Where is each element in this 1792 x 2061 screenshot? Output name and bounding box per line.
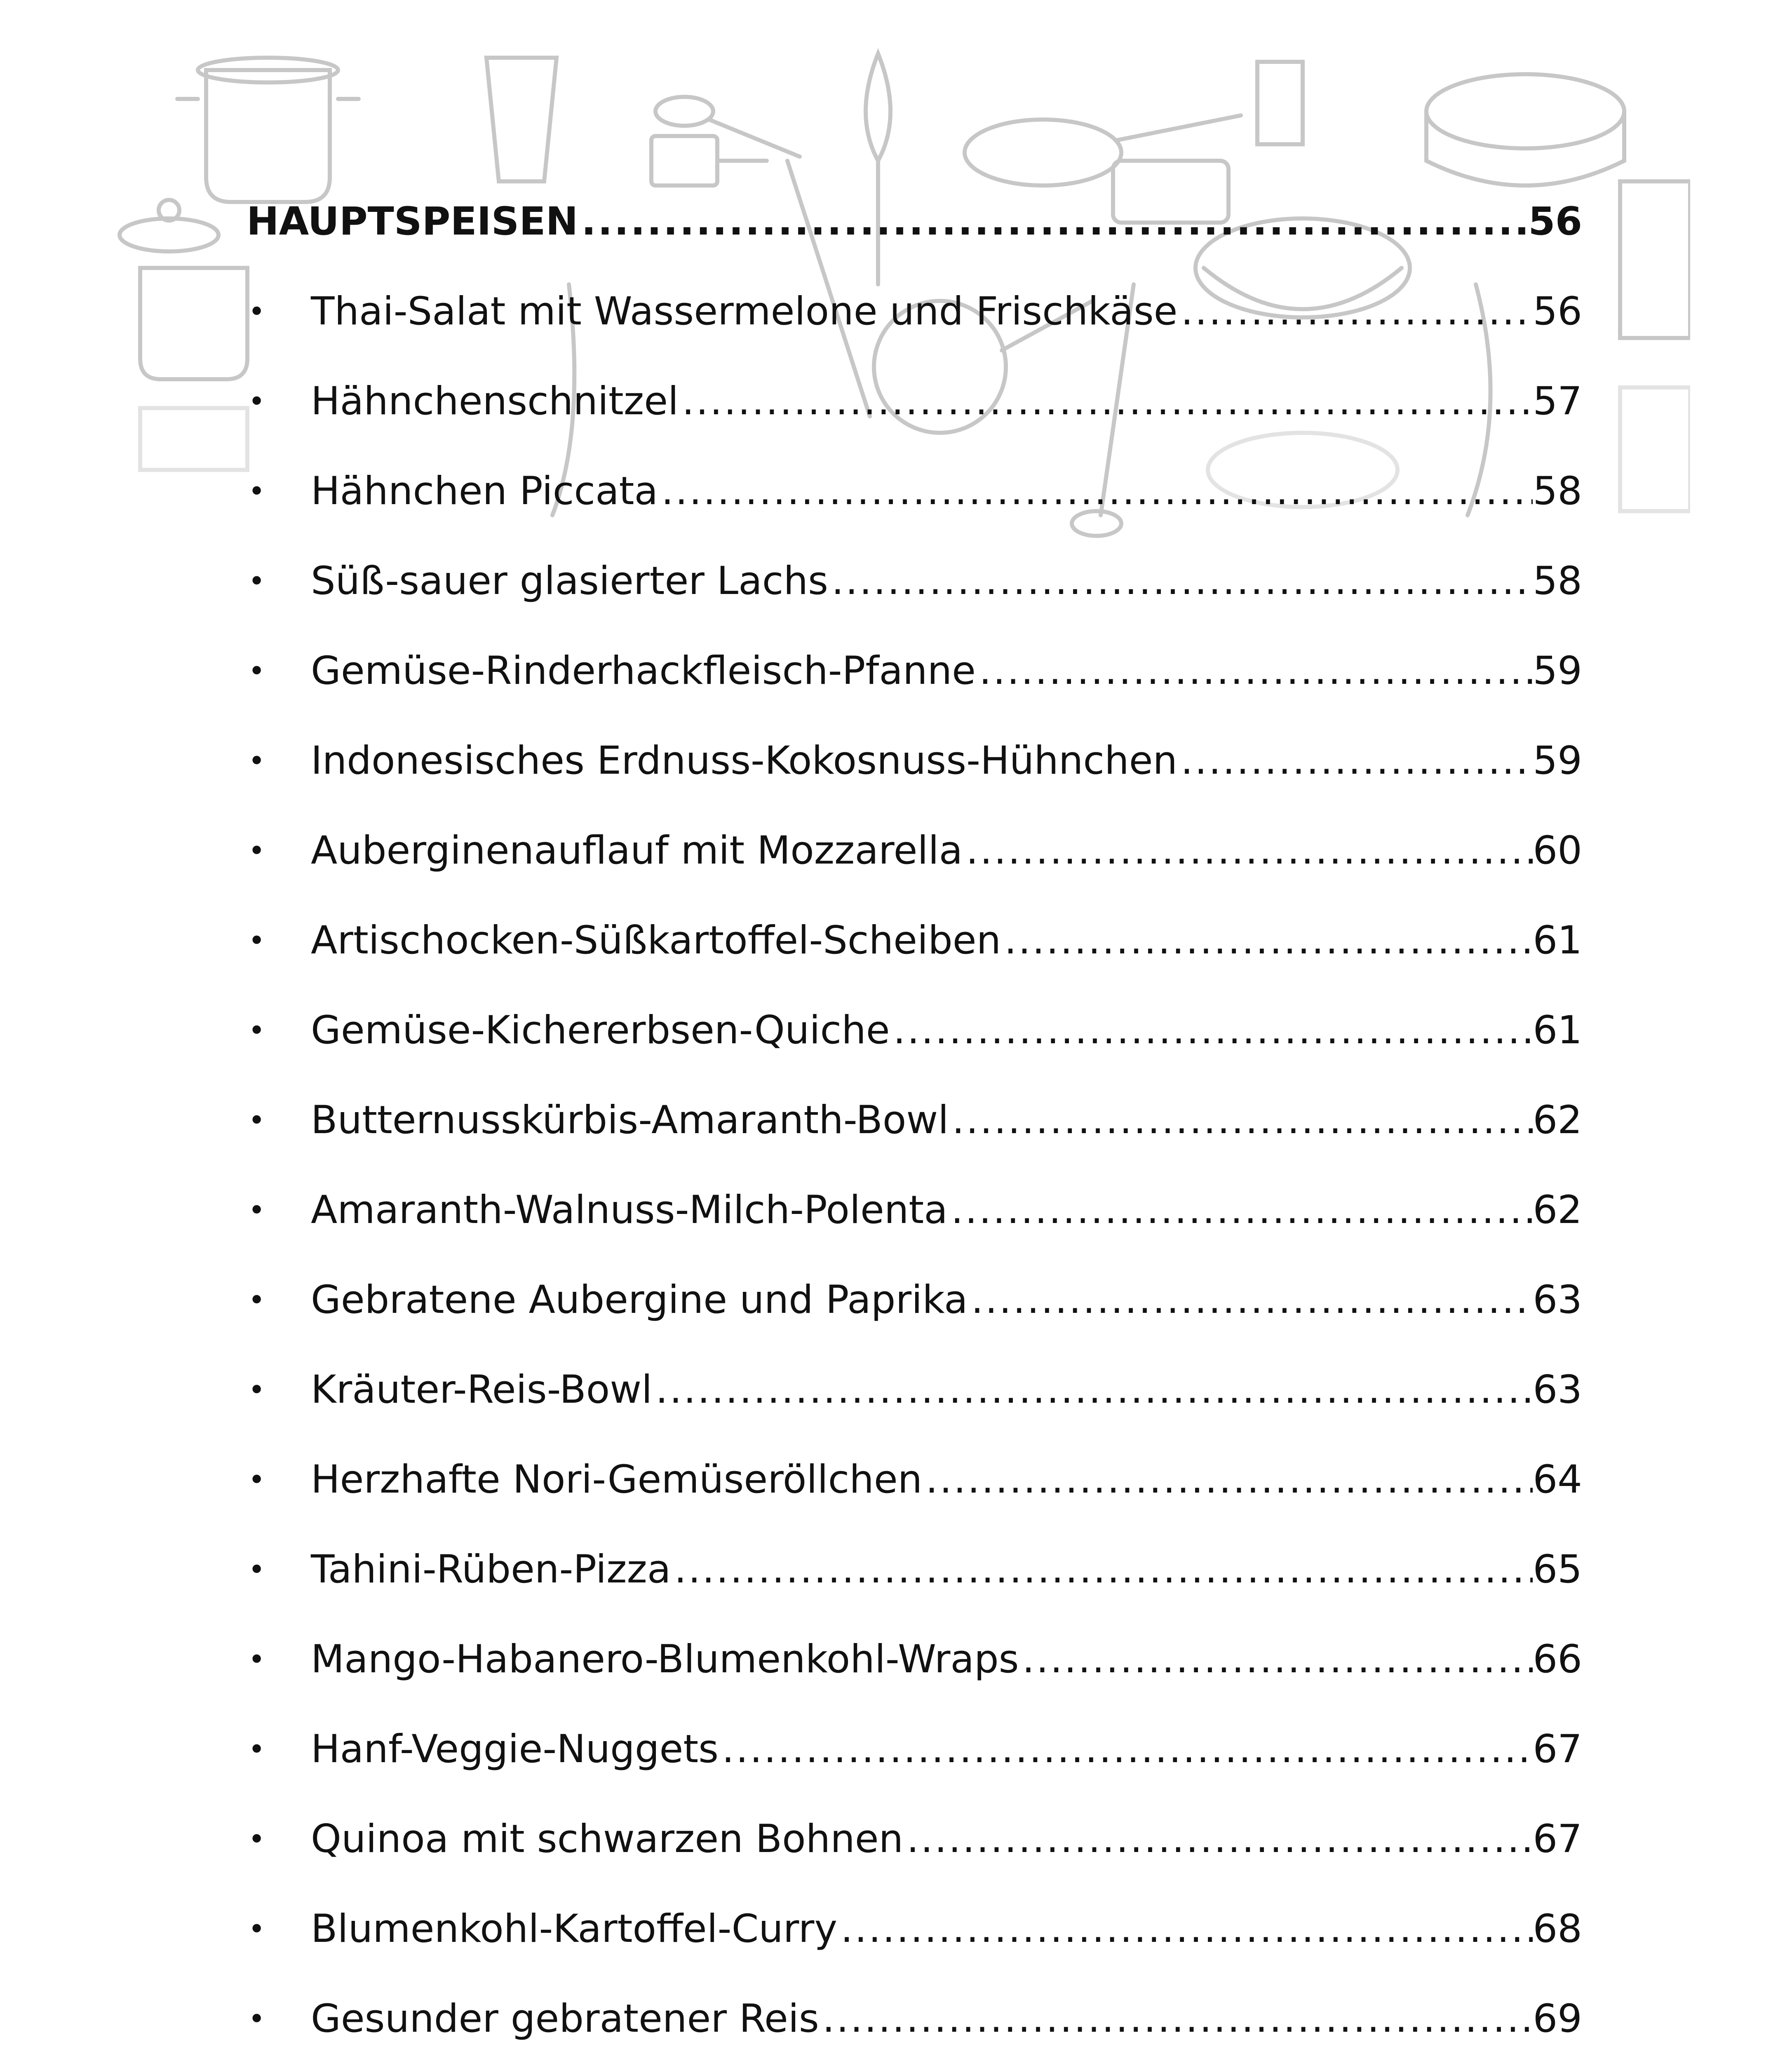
- toc-entry[interactable]: [247, 1684, 1582, 1774]
- toc-entry-page: 63: [1533, 1277, 1582, 1322]
- toc-entry-page: 69: [1533, 1996, 1582, 2041]
- toc-entry[interactable]: [247, 1505, 1582, 1594]
- bullet-icon: •: [248, 834, 265, 868]
- dot-leader: [976, 646, 1533, 696]
- toc-entry-page: 61: [1533, 1008, 1582, 1053]
- dot-leader: [949, 1096, 1533, 1145]
- toc-entry-page: 58: [1533, 559, 1582, 603]
- toc-entry-page: 63: [1533, 1367, 1582, 1412]
- toc-entry-title: Hanf-Veggie-Nuggets: [311, 1727, 719, 1772]
- toc-entry-title: Kräuter-Reis-Bowl: [311, 1367, 653, 1412]
- bullet-icon: •: [248, 1014, 265, 1047]
- toc-entry-title: Thai-Salat mit Wassermelone und Frischkäse: [311, 289, 1178, 334]
- toc-entry-list: [247, 246, 1582, 2061]
- toc-entry[interactable]: [247, 606, 1582, 696]
- toc-entry[interactable]: [247, 1774, 1582, 1864]
- toc-entry-title: Artischocken-Süßkartoffel-Scheiben: [311, 918, 1001, 963]
- toc-entry-page: 64: [1533, 1457, 1582, 1502]
- toc-entry[interactable]: [247, 1325, 1582, 1415]
- bullet-icon: •: [248, 1463, 265, 1497]
- dot-leader: [679, 377, 1533, 426]
- dot-leader: [1001, 916, 1533, 965]
- bullet-icon: •: [248, 924, 265, 958]
- table-of-contents: [247, 172, 1582, 2061]
- dot-leader: [1177, 736, 1533, 786]
- toc-entry[interactable]: [247, 516, 1582, 606]
- toc-entry-page: 67: [1533, 1727, 1582, 1772]
- toc-entry-title: Süß-sauer glasierter Lachs: [311, 559, 829, 603]
- dot-leader: [890, 1006, 1533, 1055]
- bullet-icon: •: [248, 1732, 265, 1766]
- toc-entry-page: 62: [1533, 1098, 1582, 1143]
- dot-leader: [903, 1815, 1533, 1864]
- toc-entry-page: 59: [1533, 648, 1582, 693]
- dot-leader: [658, 467, 1533, 516]
- toc-entry[interactable]: [247, 1954, 1582, 2044]
- dot-leader: [1178, 287, 1533, 336]
- section-heading-title: HAUPTSPEISEN: [247, 199, 578, 244]
- toc-entry-title: Butternusskürbis-Amaranth-Bowl: [311, 1098, 949, 1143]
- toc-entry-title: Gemüse-Kichererbsen-Quiche: [311, 1008, 890, 1053]
- toc-entry-page: 60: [1533, 828, 1582, 873]
- bullet-icon: •: [248, 744, 265, 778]
- dot-leader: [948, 1185, 1533, 1235]
- toc-entry-title: Indonesisches Erdnuss-Kokosnuss-Hühnchen: [311, 738, 1178, 783]
- dot-leader: [968, 1275, 1533, 1325]
- toc-entry[interactable]: [247, 1864, 1582, 1954]
- section-heading-page: 56: [1528, 199, 1582, 244]
- bullet-icon: •: [248, 1822, 265, 1856]
- toc-entry[interactable]: [247, 1145, 1582, 1235]
- dot-leader: [719, 1725, 1533, 1774]
- bullet-icon: •: [248, 1643, 265, 1676]
- bullet-icon: •: [248, 564, 265, 598]
- toc-entry-title: Blumenkohl-Kartoffel-Curry: [311, 1906, 838, 1951]
- dot-leader: [671, 1545, 1533, 1594]
- bullet-icon: •: [248, 654, 265, 688]
- toc-entry-page: 67: [1533, 1817, 1582, 1861]
- toc-entry[interactable]: [247, 696, 1582, 786]
- toc-entry-title: Gebratene Aubergine und Paprika: [311, 1277, 968, 1322]
- toc-entry-page: 66: [1533, 1637, 1582, 1682]
- toc-entry[interactable]: [247, 1235, 1582, 1325]
- toc-entry-title: Gemüse-Rinderhackfleisch-Pfanne: [311, 648, 976, 693]
- toc-entry-page: 56: [1533, 289, 1582, 334]
- dot-leader: [963, 826, 1533, 876]
- bullet-icon: •: [248, 295, 265, 329]
- toc-entry[interactable]: [247, 876, 1582, 965]
- toc-entry-page: 58: [1533, 469, 1582, 514]
- dot-leader: [828, 556, 1533, 606]
- dot-leader: [922, 1455, 1533, 1505]
- toc-entry-title: Tahini-Rüben-Pizza: [311, 1547, 671, 1592]
- toc-entry[interactable]: [247, 1055, 1582, 1145]
- toc-entry[interactable]: [247, 786, 1582, 876]
- toc-entry-title: Auberginenauflauf mit Mozzarella: [311, 828, 963, 873]
- toc-entry-page: 59: [1533, 738, 1582, 783]
- toc-entry-page: 61: [1533, 918, 1582, 963]
- toc-entry-title: Quinoa mit schwarzen Bohnen: [311, 1817, 904, 1861]
- toc-entry[interactable]: [247, 246, 1582, 336]
- toc-entry-title: Hähnchen Piccata: [311, 469, 658, 514]
- toc-entry-page: 62: [1533, 1188, 1582, 1232]
- bullet-icon: •: [248, 1553, 265, 1587]
- bullet-icon: •: [248, 1283, 265, 1317]
- dot-leader: [1019, 1635, 1533, 1684]
- toc-entry[interactable]: [247, 1594, 1582, 1684]
- dot-leader: [837, 1904, 1533, 1954]
- toc-entry[interactable]: [247, 426, 1582, 516]
- toc-entry-title: Mango-Habanero-Blumenkohl-Wraps: [311, 1637, 1019, 1682]
- toc-entry-title: Amaranth-Walnuss-Milch-Polenta: [311, 1188, 948, 1232]
- bullet-icon: •: [248, 1103, 265, 1137]
- bullet-icon: •: [248, 1193, 265, 1227]
- toc-entry[interactable]: [247, 965, 1582, 1055]
- dot-leader: [652, 1365, 1533, 1415]
- toc-entry-page: 65: [1533, 1547, 1582, 1592]
- toc-entry-title: Hähnchenschnitzel: [311, 379, 679, 424]
- toc-entry[interactable]: [247, 1415, 1582, 1505]
- toc-heading-row[interactable]: [247, 172, 1582, 246]
- toc-entry-page: 57: [1533, 379, 1582, 424]
- bullet-icon: •: [248, 385, 265, 418]
- bullet-icon: •: [248, 474, 265, 508]
- toc-entry[interactable]: [247, 336, 1582, 426]
- toc-entry[interactable]: [247, 2044, 1582, 2061]
- toc-entry-title: Herzhafte Nori-Gemüseröllchen: [311, 1457, 923, 1502]
- dot-leader: [578, 197, 1528, 246]
- toc-entry-title: Gesunder gebratener Reis: [311, 1996, 819, 2041]
- bullet-icon: •: [248, 2002, 265, 2036]
- bullet-icon: •: [248, 1373, 265, 1407]
- bullet-icon: •: [248, 1912, 265, 1946]
- dot-leader: [819, 1994, 1533, 2044]
- toc-entry-page: 68: [1533, 1906, 1582, 1951]
